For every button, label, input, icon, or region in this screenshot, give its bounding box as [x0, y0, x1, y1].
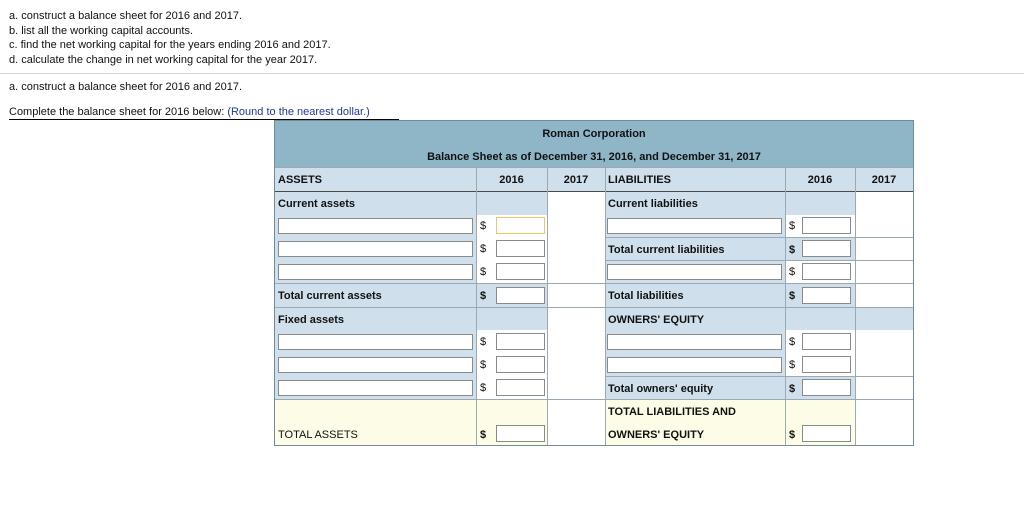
dollar-sign: $: [480, 220, 487, 232]
total-owners-equity-label: Total owners' equity: [608, 383, 714, 395]
fixed-asset-name-2[interactable]: [278, 357, 473, 373]
total-assets-label: TOTAL ASSETS: [278, 429, 358, 441]
grid-line: [476, 167, 477, 445]
dollar-sign: $: [789, 383, 796, 395]
balance-sheet-table: [274, 120, 914, 446]
current-liabilities-label: Current liabilities: [608, 198, 698, 210]
fixed-assets-label: Fixed assets: [278, 314, 345, 326]
total-assets-2017-cell: [547, 399, 605, 445]
grid-line: [275, 399, 913, 400]
total-owners-equity-2016[interactable]: [802, 379, 851, 396]
fixed-assets-row-2016: [476, 307, 547, 330]
company-name: Roman Corporation: [542, 128, 646, 140]
fixed-asset-2016-2[interactable]: [496, 356, 545, 373]
dollar-sign: $: [480, 336, 487, 348]
current-assets-label: Current assets: [278, 198, 356, 210]
total-liabilities-label: Total liabilities: [608, 290, 684, 302]
fixed-asset-name-1[interactable]: [278, 334, 473, 350]
dollar-sign: $: [789, 336, 796, 348]
part-a-heading: a. construct a balance sheet for 2016 and 2017.: [9, 81, 242, 93]
grid-line: [605, 167, 606, 445]
liabilities-header: LIABILITIES: [608, 174, 671, 186]
instructions: [9, 9, 331, 67]
dollar-sign: $: [789, 429, 796, 441]
total-current-assets-2016[interactable]: [496, 287, 545, 304]
divider: [0, 73, 1024, 74]
liability-name-2[interactable]: [607, 264, 782, 280]
total-liab-oe-label-line2: OWNERS' EQUITY: [608, 429, 705, 441]
liability-2016-2[interactable]: [802, 263, 851, 280]
instruction-b: b. list all the working capital accounts.: [9, 24, 194, 37]
fixed-asset-2016-1[interactable]: [496, 333, 545, 350]
grid-line: [275, 283, 913, 284]
current-liability-name-1[interactable]: [607, 218, 782, 234]
dollar-sign: $: [480, 382, 487, 394]
current-asset-2016-1[interactable]: [496, 217, 545, 234]
dollar-sign: $: [480, 429, 487, 441]
prompt-text: Complete the balance sheet for 2016 below:: [9, 106, 225, 118]
dollar-sign: $: [789, 244, 796, 256]
dollar-sign: $: [789, 359, 796, 371]
equity-name-2[interactable]: [607, 357, 782, 373]
grid-line: [605, 237, 913, 238]
equity-2016-2[interactable]: [802, 356, 851, 373]
liab-2016-header: 2016: [807, 174, 833, 186]
current-assets-row-2016: [476, 191, 547, 215]
current-asset-name-2[interactable]: [278, 241, 473, 257]
instruction-a: a. construct a balance sheet for 2016 and 2017.: [9, 10, 242, 22]
total-liab-oe-label-line1: TOTAL LIABILITIES AND: [608, 406, 736, 418]
prompt: [9, 106, 370, 118]
total-current-liabilities-label: Total current liabilities: [608, 244, 725, 256]
total-liab-oe-2017-cell: [855, 399, 913, 445]
owners-equity-label: OWNERS' EQUITY: [608, 314, 705, 326]
liab-2017-header: 2017: [871, 174, 897, 186]
grid-line: [855, 167, 856, 445]
grid-line: [605, 376, 913, 377]
sheet-title: Balance Sheet as of December 31, 2016, and December 31, 2017: [427, 151, 761, 163]
current-asset-name-1[interactable]: [278, 218, 473, 234]
grid-line: [605, 260, 913, 261]
rounding-note: (Round to the nearest dollar.): [227, 106, 370, 118]
dollar-sign: $: [789, 266, 796, 278]
assets-2016-header: 2016: [499, 174, 524, 186]
dollar-sign: $: [480, 290, 487, 302]
total-liabilities-2016[interactable]: [802, 287, 851, 304]
dollar-sign: $: [789, 220, 796, 232]
current-asset-name-3[interactable]: [278, 264, 473, 280]
current-asset-2016-2[interactable]: [496, 240, 545, 257]
grid-line: [275, 307, 913, 308]
equity-2016-1[interactable]: [802, 333, 851, 350]
grid-line: [785, 167, 786, 445]
assets-header: ASSETS: [278, 174, 323, 186]
grid-line: [275, 167, 913, 168]
fixed-asset-2016-3[interactable]: [496, 379, 545, 396]
instruction-d: d. calculate the change in net working capital for the year 2017.: [9, 53, 318, 66]
total-liab-oe-2016[interactable]: [802, 425, 851, 442]
fixed-asset-name-3[interactable]: [278, 380, 473, 396]
current-asset-2016-3[interactable]: [496, 263, 545, 280]
current-liab-row-2016: [785, 191, 855, 215]
dollar-sign: $: [480, 266, 487, 278]
grid-line: [275, 191, 913, 192]
equity-name-1[interactable]: [607, 334, 782, 350]
current-liability-2016-1[interactable]: [802, 217, 851, 234]
instruction-c: c. find the net working capital for the years ending 2016 and 2017.: [9, 39, 331, 51]
total-current-assets-label: Total current assets: [278, 290, 382, 302]
grid-line: [547, 167, 548, 445]
dollar-sign: $: [480, 359, 487, 371]
assets-2017-header: 2017: [563, 174, 589, 186]
dollar-sign: $: [789, 290, 796, 302]
owners-equity-row-bg: [785, 307, 913, 330]
total-assets-2016[interactable]: [496, 425, 545, 442]
total-current-liabilities-2016[interactable]: [802, 240, 851, 257]
dollar-sign: $: [480, 243, 487, 255]
